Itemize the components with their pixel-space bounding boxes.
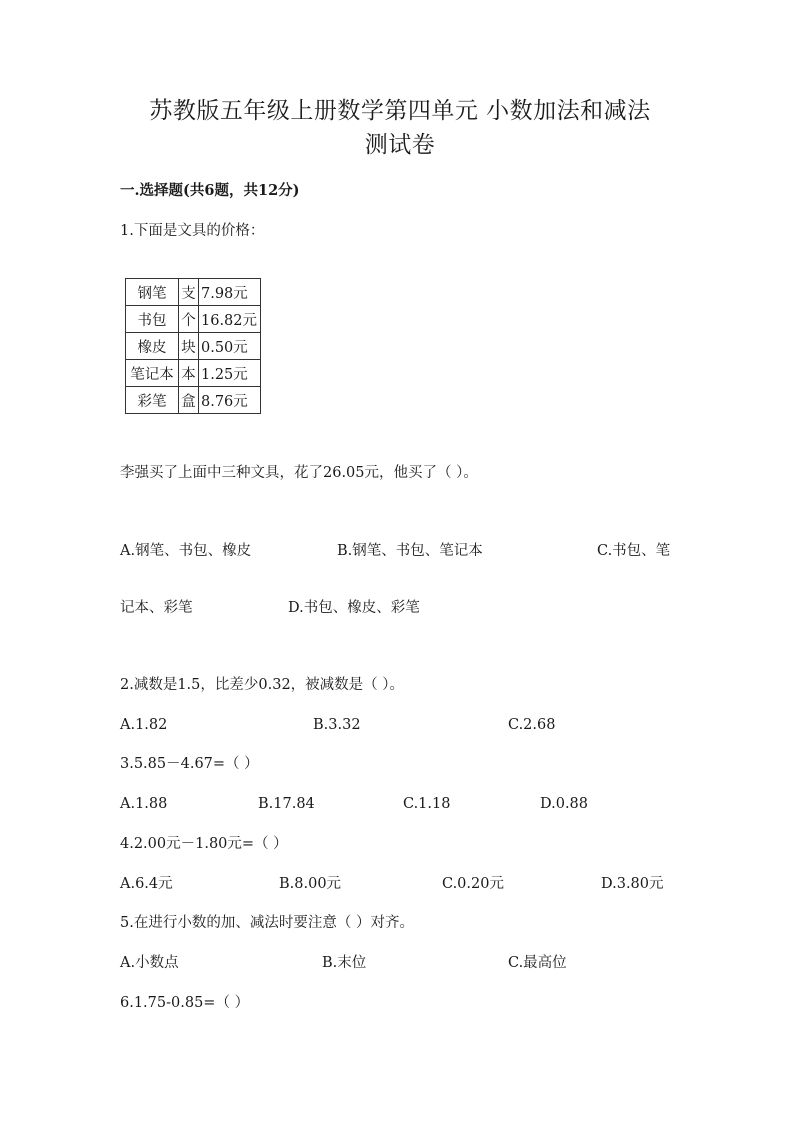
q1-option-d: D.书包、橡皮、彩笔 — [288, 600, 420, 616]
q1-option-b: B.钢笔、书包、笔记本 — [337, 543, 483, 559]
price-table — [125, 278, 261, 414]
item-unit: 块 — [179, 333, 199, 360]
item-unit: 支 — [179, 279, 199, 306]
item-unit: 盒 — [179, 387, 199, 414]
q4-option-c: C.0.20元 — [442, 876, 504, 892]
item-price: 1.25元 — [199, 360, 261, 387]
table-row — [126, 387, 261, 414]
question-6-stem: 6.1.75-0.85=（ ） — [120, 995, 250, 1011]
q4-option-d: D.3.80元 — [601, 876, 664, 892]
q2-option-c: C.2.68 — [508, 717, 556, 733]
table-row — [126, 333, 261, 360]
q4-option-b: B.8.00元 — [279, 876, 342, 892]
q3-option-d: D.0.88 — [540, 796, 589, 812]
item-name: 书包 — [126, 306, 179, 333]
q5-option-a: A.小数点 — [120, 955, 179, 971]
item-name: 笔记本 — [126, 360, 179, 387]
table-row — [126, 279, 261, 306]
q3-option-b: B.17.84 — [258, 796, 315, 812]
item-unit: 个 — [179, 306, 199, 333]
item-name: 橡皮 — [126, 333, 179, 360]
item-unit: 本 — [179, 360, 199, 387]
question-1-text: 李强买了上面中三种文具，花了26.05元，他买了（ ）。 — [120, 465, 478, 481]
item-price: 8.76元 — [199, 387, 261, 414]
question-5-stem: 5.在进行小数的加、减法时要注意（ ）对齐。 — [120, 915, 414, 931]
question-1-stem: 1.下面是文具的价格： — [120, 223, 265, 239]
question-2-stem: 2.减数是1.5，比差少0.32，被减数是（ ）。 — [120, 677, 405, 693]
q3-option-a: A.1.88 — [120, 796, 168, 812]
page-title: 苏教版五年级上册数学第四单元 小数加法和减法 — [149, 98, 651, 124]
q1-option-c-continued: 记本、彩笔 — [120, 600, 193, 616]
item-name: 彩笔 — [126, 387, 179, 414]
q1-option-c: C.书包、笔 — [597, 543, 671, 559]
section-heading: 一.选择题(共6题，共12分) — [120, 182, 300, 199]
q2-option-b: B.3.32 — [313, 717, 361, 733]
question-3-stem: 3.5.85－4.67=（ ） — [120, 756, 259, 772]
q3-option-c: C.1.18 — [403, 796, 451, 812]
table-row — [126, 306, 261, 333]
item-name: 钢笔 — [126, 279, 179, 306]
q5-option-b: B.末位 — [322, 955, 367, 971]
page-title-line2: 测试卷 — [364, 132, 436, 158]
item-price: 7.98元 — [199, 279, 261, 306]
question-4-stem: 4.2.00元－1.80元=（ ） — [120, 836, 288, 852]
q5-option-c: C.最高位 — [508, 955, 567, 971]
item-price: 0.50元 — [199, 333, 261, 360]
q1-option-a: A.钢笔、书包、橡皮 — [120, 543, 252, 559]
table-row — [126, 360, 261, 387]
q4-option-a: A.6.4元 — [120, 876, 173, 892]
q2-option-a: A.1.82 — [120, 717, 168, 733]
item-price: 16.82元 — [199, 306, 261, 333]
